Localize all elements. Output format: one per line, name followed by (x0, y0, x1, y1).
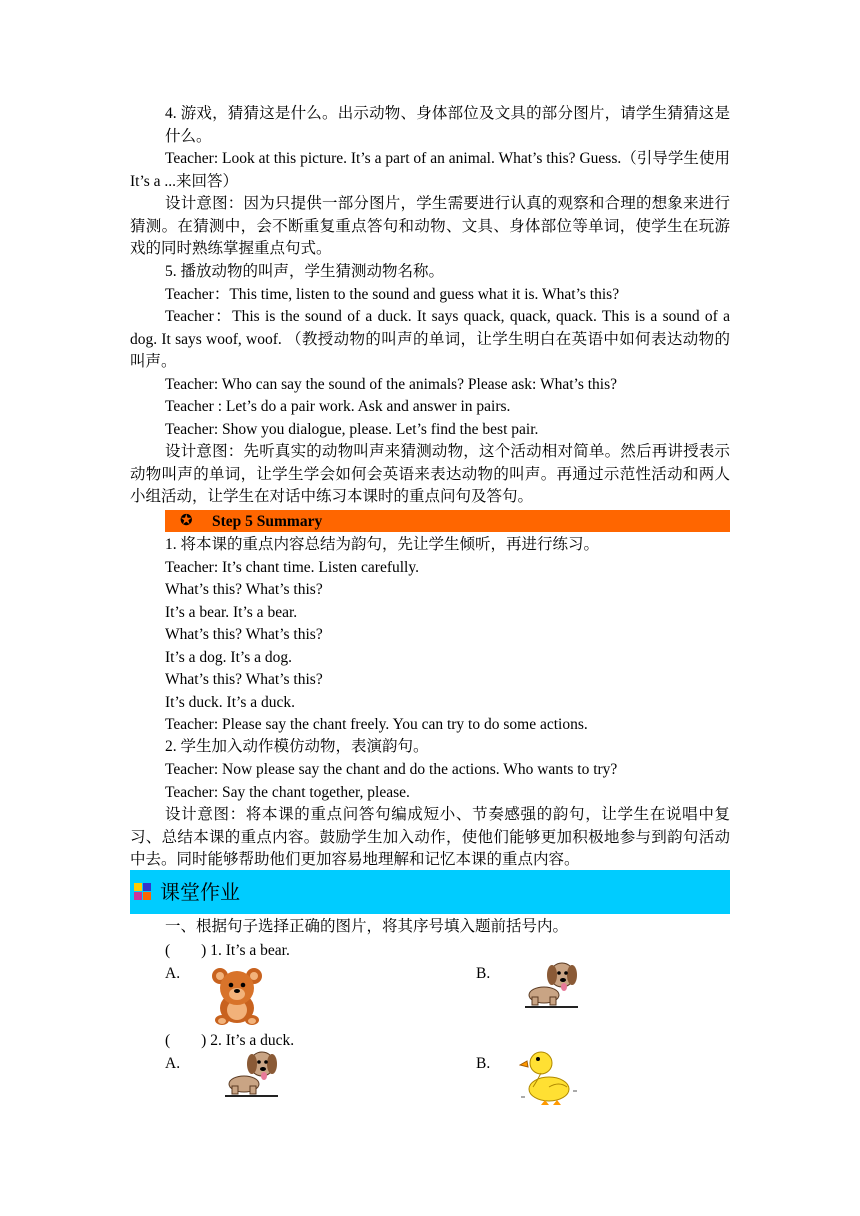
homework-heading: 课堂作业 (160, 880, 240, 904)
teacher-line-7: Teacher: Now please say the chant and do the actions. Who wants to try? (165, 761, 618, 778)
summary-heading-bar (165, 510, 730, 532)
colored-blocks-icon (134, 883, 151, 900)
design-intent-2: 设计意图：先听真实的动物叫声来猜测动物，这个活动相对简单。然后再讲授表示动物叫声的单词，让学生学会如何会英语来表达动物的叫声。再通过示范性活动和两人小组活动，让学生在对话中练习本课时的重点问句及答句。 (130, 443, 730, 505)
teacher-line-1: Teacher: Look at this picture. It’s a part of an animal. What’s this? Guess.（引导学生使用 It’s a ...来回答） (130, 150, 730, 190)
summary-item-1: 1. 将本课的重点内容总结为韵句，先让学生倾听，再进行练习。 (165, 536, 600, 553)
design-intent-3: 设计意图：将本课的重点问答句编成短小、节奏感强的韵句，让学生在说唱中复习、总结本课的重点内容。鼓励学生加入动作，使他们能够更加积极地参与到韵句活动中去。同时能够帮助他们更加容易地理解和记忆本课的重点内容。 (130, 806, 730, 868)
teacher-line-3: Teacher：This is the sound of a duck. It says quack, quack, quack. This is a sound of a dog. It says woof, woof. （教授动物的叫声的单词，让学生明白在英语中如何表达动物的叫声。 (130, 308, 730, 370)
q2-option-b-label: B. (476, 1055, 491, 1072)
teacher-line-2: Teacher：This time, listen to the sound and guess what it is. What’s this? (165, 286, 620, 303)
game-item-4-line1 (165, 103, 765, 148)
summary-heading: Step 5 Summary (212, 513, 323, 530)
question-2: ( ) 2. It’s a duck. (165, 1032, 295, 1049)
homework-instruction: 一、根据句子选择正确的图片，将其序号填入题前括号内。 (165, 918, 569, 935)
q1-option-b-label: B. (476, 965, 491, 982)
summary-item-2: 2. 学生加入动作模仿动物，表演韵句。 (165, 738, 429, 755)
chant-line: It’s a dog. It’s a dog. (165, 649, 292, 666)
q1-option-a-label: A. (165, 965, 181, 982)
homework-heading-bar (130, 870, 730, 914)
chant-line: Teacher: Please say the chant freely. You can try to do some actions. (165, 716, 588, 733)
game-item-4: 4. 游戏，猜猜这是什么。出示动物、身体部位及文具的部分图片，请学生猜猜这是什么。 (165, 105, 730, 145)
chant-line: What’s this? What’s this? (165, 671, 323, 688)
q2-option-a-label: A. (165, 1055, 181, 1072)
underline-divider (225, 1095, 278, 1097)
chant-line: Teacher: It’s chant time. Listen carefully. (165, 559, 419, 576)
teacher-line-4: Teacher: Who can say the sound of the animals? Please ask: What’s this? (165, 376, 618, 393)
dog-picture[interactable] (524, 957, 580, 1007)
teacher-line-6: Teacher: Show you dialogue, please. Let’s find the best pair. (165, 421, 539, 438)
star-icon: ✪ (180, 513, 193, 529)
teacher-line-8: Teacher: Say the chant together, please. (165, 784, 410, 801)
underline-divider (525, 1006, 578, 1008)
game-item-5: 5. 播放动物的叫声，学生猜测动物名称。 (165, 263, 445, 280)
dog-picture[interactable] (224, 1046, 280, 1096)
duck-picture[interactable] (519, 1047, 579, 1107)
design-intent-1: 设计意图：因为只提供一部分图片，学生需要进行认真的观察和合理的想象来进行猜测。在猜测中，会不断重复重点答句和动物、文具、身体部位等单词，使学生在玩游戏的同时熟练掌握重点句式。 (130, 195, 730, 257)
question-1: ( ) 1. It’s a bear. (165, 942, 290, 959)
chant-line: It’s duck. It’s a duck. (165, 694, 296, 711)
bear-picture[interactable] (208, 966, 266, 1026)
chant-line: What’s this? What’s this? (165, 626, 323, 643)
teacher-line-5: Teacher : Let’s do a pair work. Ask and answer in pairs. (165, 398, 511, 415)
chant-line: It’s a bear. It’s a bear. (165, 604, 298, 621)
chant-line: What’s this? What’s this? (165, 581, 323, 598)
